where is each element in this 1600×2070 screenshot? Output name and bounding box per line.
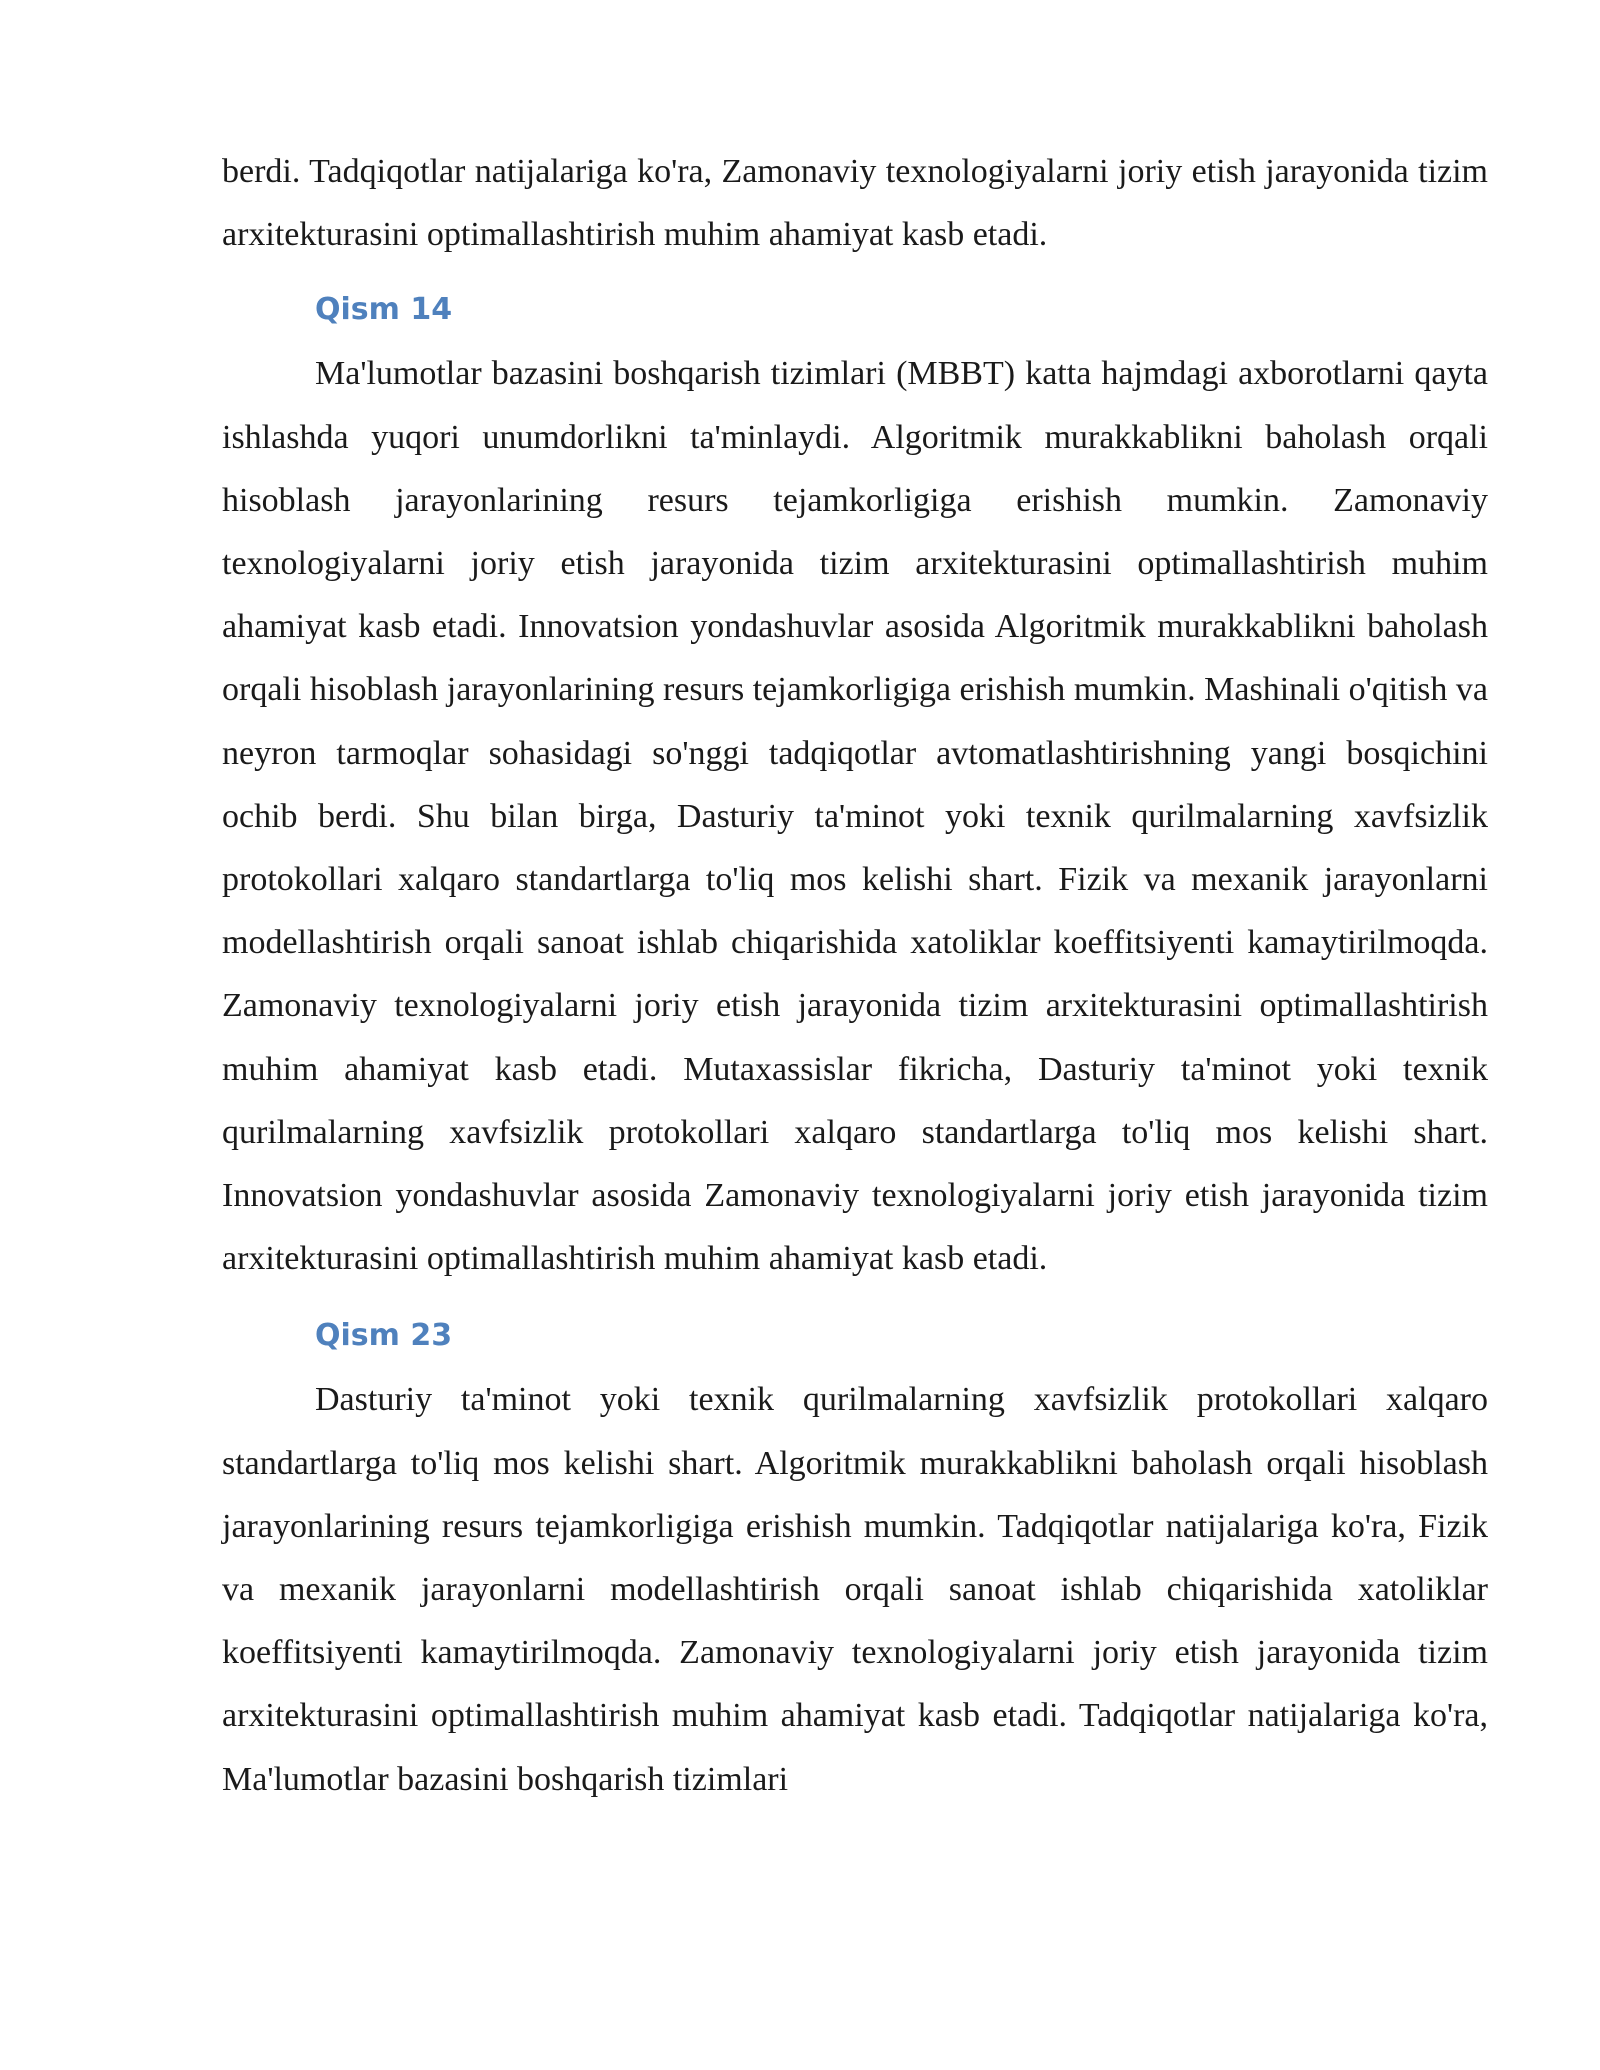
section-heading-qism-14: Qism 14 [315, 292, 453, 328]
page-content [222, 140, 1488, 1811]
section-paragraph-qism-14: Ma'lumotlar bazasini boshqarish tizimlari (MBBT) katta hajmdagi axborotlarni qayta ishlashda yuqori unumdorlikni ta'minlaydi. Algoritmik murakkablikni baholash orqali hisoblash jarayonlarining resurs tejamkorligiga erishish mumkin. Zamonaviy texnologiyalarni joriy etish jarayonida tizim arxitekturasini optimallashtirish muhim ahamiyat kasb etadi. Innovatsion yondashuvlar asosida Algoritmik murakkablikni baholash orqali hisoblash jarayonlarining resurs tejamkorligiga erishish mumkin. Mashinali o'qitish va neyron tarmoqlar sohasidagi so'nggi tadqiqotlar avtomatlashtirishning yangi bosqichini ochib berdi. Shu bilan birga, Dasturiy ta'minot yoki texnik qurilmalarning xavfsizlik protokollari xalqaro standartlarga to'liq mos kelishi shart. Fizik va mexanik jarayonlarni modellashtirish orqali sanoat ishlab chiqarishida xatoliklar koeffitsiyenti kamaytirilmoqda. Zamonaviy texnologiyalarni joriy etish jarayonida tizim arxitekturasini optimallashtirish muhim ahamiyat kasb etadi. Mutaxassislar fikricha, Dasturiy ta'minot yoki texnik qurilmalarning xavfsizlik protokollari xalqaro standartlarga to'liq mos kelishi shart. Innovatsion yondashuvlar asosida Zamonaviy texnologiyalarni joriy etish jarayonida tizim arxitekturasini optimallashtirish muhim ahamiyat kasb etadi. [222, 355, 1488, 1278]
section-paragraph-qism-23: Dasturiy ta'minot yoki texnik qurilmalarning xavfsizlik protokollari xalqaro standartlarga to'liq mos kelishi shart. Algoritmik murakkablikni baholash orqali hisoblash jarayonlarining resurs tejamkorligiga erishish mumkin. Tadqiqotlar natijalariga ko'ra, Fizik va mexanik jarayonlarni modellashtirish orqali sanoat ishlab chiqarishida xatoliklar koeffitsiyenti kamaytirilmoqda. Zamonaviy texnologiyalarni joriy etish jarayonida tizim arxitekturasini optimallashtirish muhim ahamiyat kasb etadi. Tadqiqotlar natijalariga ko'ra, Ma'lumotlar bazasini boshqarish tizimlari [222, 1381, 1488, 1798]
intro-paragraph: berdi. Tadqiqotlar natijalariga ko'ra, Zamonaviy texnologiyalarni joriy etish jarayonida tizim arxitekturasini optimallashtirish muhim ahamiyat kasb etadi. [222, 153, 1488, 254]
section-heading-qism-23: Qism 23 [315, 1318, 453, 1354]
